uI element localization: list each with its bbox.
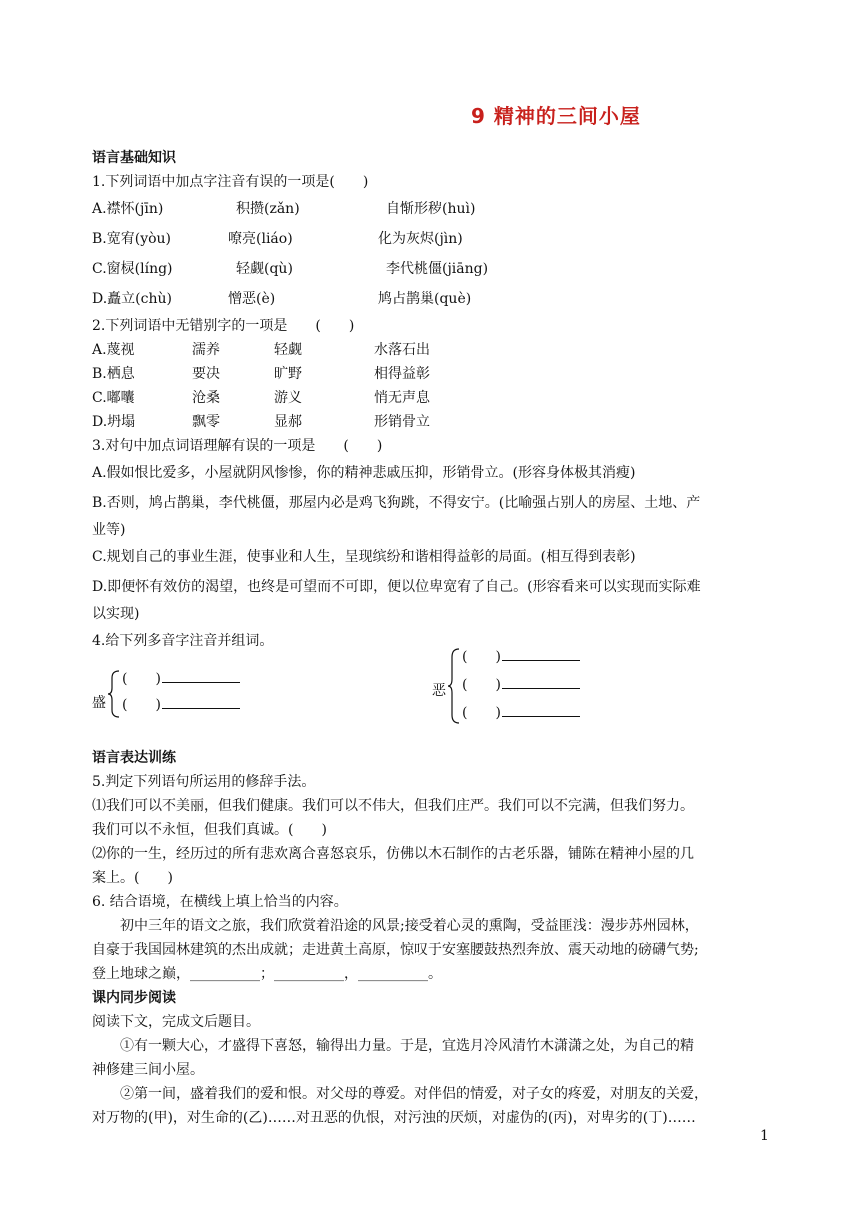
polyphone-char: 盛 <box>92 695 106 711</box>
q3-option-d: D.即便怀有效仿的渴望，也终是可望而不可即，便以位卑宽宥了自己。(形容看来可以实现而实际难 <box>92 579 701 595</box>
pinyin-blank[interactable]: ( ) <box>122 697 161 713</box>
option-term: 濡养 <box>192 342 220 358</box>
option-term: 鸠占鹊巢(què) <box>378 291 472 307</box>
question-2-options <box>92 338 780 434</box>
q1-option-d <box>92 284 780 314</box>
q3-option-d-cont: 以实现) <box>92 606 140 622</box>
reading-paragraph-1-cont: 神修建三间小屋。 <box>92 1062 204 1078</box>
question-1: 1.下列词语中加点字注音有误的一项是( ) <box>92 174 369 190</box>
option-term: 嘹亮(liáo) <box>228 231 293 247</box>
polyphone-slot <box>462 702 580 722</box>
option-term: 李代桃僵(jiāng) <box>386 261 489 277</box>
option-term: B.宽宥(yòu) <box>92 231 172 247</box>
question-2: 2.下列词语中无错别字的一项是 ( ) <box>92 318 355 334</box>
option-term: 积攒(zǎn) <box>236 201 300 217</box>
option-term: 形销骨立 <box>374 414 430 430</box>
option-term: D.矗立(chù) <box>92 291 172 307</box>
reading-paragraph-1: ①有一颗大心，才盛得下喜怒，输得出力量。于是，宜选月冷风清竹木潇潇之处，为自己的精 <box>120 1038 694 1054</box>
section-heading-basic-knowledge: 语言基础知识 <box>92 150 176 166</box>
q3-option-a: A.假如恨比爱多，小屋就阴风惨惨，你的精神悲戚压抑，形销骨立。(形容身体极其消瘦) <box>92 465 636 481</box>
brace-icon <box>448 648 460 724</box>
option-term: 显郝 <box>274 414 302 430</box>
polyphone-slot <box>122 694 240 714</box>
q2-option-a <box>92 338 780 362</box>
question-5: 5.判定下列语句所运用的修辞手法。 <box>92 774 316 790</box>
polyphone-brackets <box>92 649 780 746</box>
pinyin-blank[interactable]: ( ) <box>122 671 161 687</box>
q3-option-c: C.规划自己的事业生涯，使事业和人生，呈现缤纷和谐相得益彰的局面。(相互得到表彰) <box>92 549 636 565</box>
pinyin-blank[interactable]: ( ) <box>462 705 501 721</box>
question-6: 6. 结合语境，在横线上填上恰当的内容。 <box>92 894 348 910</box>
q6-paragraph: 初中三年的语文之旅，我们欣赏着沿途的风景;接受着心灵的熏陶，受益匪浅：漫步苏州园林， <box>120 918 699 934</box>
option-term: 飘零 <box>192 414 220 430</box>
q5-item-2: ⑵你的一生，经历过的所有悲欢离合喜怒哀乐，仿佛以木石制作的古老乐器，铺陈在精神小屋的几 <box>92 846 694 862</box>
word-blank[interactable] <box>502 646 580 661</box>
q2-option-d <box>92 410 780 434</box>
q5-item-1-cont: 我们可以不永恒，但我们真诚。( ) <box>92 822 327 838</box>
word-blank[interactable] <box>162 694 240 709</box>
option-term: 悄无声息 <box>374 390 430 406</box>
q5-item-2-cont: 案上。( ) <box>92 870 173 886</box>
q1-option-c <box>92 254 780 284</box>
option-term: 要决 <box>192 366 220 382</box>
page-title: 9 精神的三间小屋 <box>471 104 641 128</box>
polyphone-char: 恶 <box>432 683 446 699</box>
option-term: C.窗棂(líng) <box>92 261 173 277</box>
option-term: 化为灰烬(jìn) <box>378 231 463 247</box>
option-term: C.嘟囔 <box>92 390 135 406</box>
option-term: 相得益彰 <box>374 366 430 382</box>
option-term: 轻觑(qù) <box>236 261 293 277</box>
reading-intro: 阅读下文，完成文后题目。 <box>92 1014 260 1030</box>
q5-item-1: ⑴我们可以不美丽，但我们健康。我们可以不伟大，但我们庄严。我们可以不完满，但我们努力。 <box>92 798 694 814</box>
question-4: 4.给下列多音字注音并组词。 <box>92 633 274 649</box>
pinyin-blank[interactable]: ( ) <box>462 677 501 693</box>
q3-option-b: B.否则，鸠占鹊巢，李代桃僵，那屋内必是鸡飞狗跳，不得安宁。(比喻强占别人的房屋、土地、产 <box>92 495 701 511</box>
polyphone-slot <box>462 674 580 694</box>
option-term: D.坍塌 <box>92 414 136 430</box>
polyphone-slot <box>462 646 580 666</box>
brace-icon <box>108 670 120 718</box>
q6-paragraph-cont: 自豪于我国园林建筑的杰出成就；走进黄土高原，惊叹于安塞腰鼓热烈奔放、震天动地的磅礴气势; <box>92 942 699 958</box>
section-heading-reading: 课内同步阅读 <box>92 990 176 1006</box>
reading-paragraph-2: ②第一间，盛着我们的爱和恨。对父母的尊爱。对伴侣的情爱，对子女的疼爱，对朋友的关爱， <box>120 1086 708 1102</box>
option-term: B.栖息 <box>92 366 135 382</box>
option-term: A.蔑视 <box>92 342 135 358</box>
question-3: 3.对句中加点词语理解有误的一项是 ( ) <box>92 438 383 454</box>
word-blank[interactable] <box>502 674 580 689</box>
q1-option-a <box>92 194 780 224</box>
option-term: 沧桑 <box>192 390 220 406</box>
word-blank[interactable] <box>502 702 580 717</box>
q3-option-b-cont: 业等) <box>92 522 126 538</box>
question-1-options <box>92 194 780 314</box>
q2-option-c <box>92 386 780 410</box>
reading-paragraph-2-cont: 对万物的(甲)，对生命的(乙)……对丑恶的仇恨，对污浊的厌烦，对虚伪的(丙)，对卑劣的(丁)…… <box>92 1110 696 1126</box>
polyphone-slot <box>122 668 240 688</box>
section-heading-expression: 语言表达训练 <box>92 750 176 766</box>
option-term: 憎恶(è) <box>228 291 276 307</box>
q2-option-b <box>92 362 780 386</box>
document-body <box>92 146 780 1130</box>
option-term: 轻觑 <box>274 342 302 358</box>
option-term: A.襟怀(jīn) <box>92 201 164 217</box>
option-term: 旷野 <box>274 366 302 382</box>
word-blank[interactable] <box>162 668 240 683</box>
q1-option-b <box>92 224 780 254</box>
option-term: 自惭形秽(huì) <box>386 201 476 217</box>
pinyin-blank[interactable]: ( ) <box>462 649 501 665</box>
q6-paragraph-blanks: 登上地球之巅，__________；__________，__________。 <box>92 966 442 982</box>
option-term: 游义 <box>274 390 302 406</box>
page-number: 1 <box>760 1128 769 1144</box>
option-term: 水落石出 <box>374 342 430 358</box>
